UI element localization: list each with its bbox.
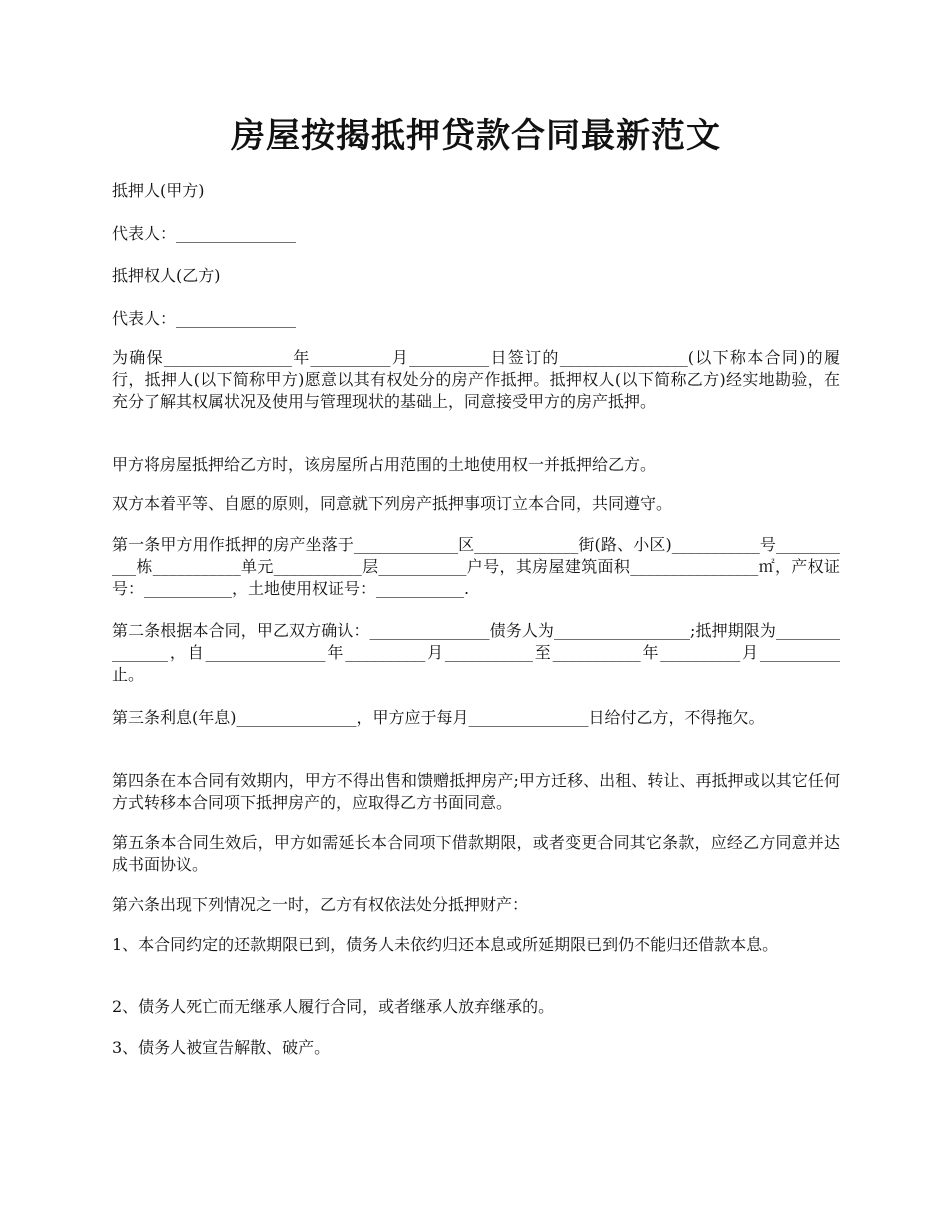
clause-3: 第三条利息(年息)_______________，甲方应于每月_______________日给付乙方，不得拖欠。 (112, 708, 765, 727)
paragraph-representative-b: 代表人：_______________ (112, 309, 297, 328)
document-title: 房屋按揭抵押贷款合同最新范文 (231, 116, 721, 156)
paragraph-land-use: 甲方将房屋抵押给乙方时，该房屋所占用范围的土地使用权一并抵押给乙方。 (112, 455, 657, 474)
clause-1: 第一条甲方用作抵押的房产坐落于_____________区_____________街(路、小区)___________号___________栋___________单元___________层___________户号，其房屋建筑面积________________㎡，产权证号：___________，土地使用权证号：___________. (112, 535, 840, 598)
paragraph-mortgagor: 抵押人(甲方) (112, 181, 205, 200)
paragraph-representative-a: 代表人：_______________ (112, 224, 297, 243)
clause-2: 第二条根据本合同，甲乙双方确认：_______________债务人为_________________;抵押期限为_______________，自_______________年__________月___________至___________年__________月__________止。 (112, 621, 840, 684)
clause-6-item-1: 1、本合同约定的还款期限已到，债务人未依约归还本息或所延期限已到仍不能归还借款本息。 (112, 935, 779, 954)
paragraph-principles: 双方本着平等、自愿的原则，同意就下列房产抵押事项订立本合同，共同遵守。 (112, 494, 673, 513)
clause-6-item-3: 3、债务人被宣告解散、破产。 (112, 1038, 331, 1057)
clause-4: 第四条在本合同有效期内，甲方不得出售和馈赠抵押房产;甲方迁移、出租、转让、再抵押或以其它任何方式转移本合同项下抵押房产的，应取得乙方书面同意。 (112, 771, 840, 812)
clause-5: 第五条本合同生效后，甲方如需延长本合同项下借款期限，或者变更合同其它条款，应经乙方同意并达成书面协议。 (112, 833, 840, 874)
paragraph-preamble: 为确保________________年__________月__________日签订的________________(以下称本合同)的履行，抵押人(以下简称甲方)愿意以其有权处分的房产作抵押。抵押权人(以下简称乙方)经实地勘验，在充分了解其权属状况及使用与管理现状的基础上，同意接受甲方的房产抵押。 (112, 348, 840, 411)
clause-6: 第六条出现下列情况之一时，乙方有权依法处分抵押财产： (112, 895, 529, 914)
paragraph-mortgagee: 抵押权人(乙方) (112, 266, 221, 285)
clause-6-item-2: 2、债务人死亡而无继承人履行合同，或者继承人放弃继承的。 (112, 997, 555, 1016)
